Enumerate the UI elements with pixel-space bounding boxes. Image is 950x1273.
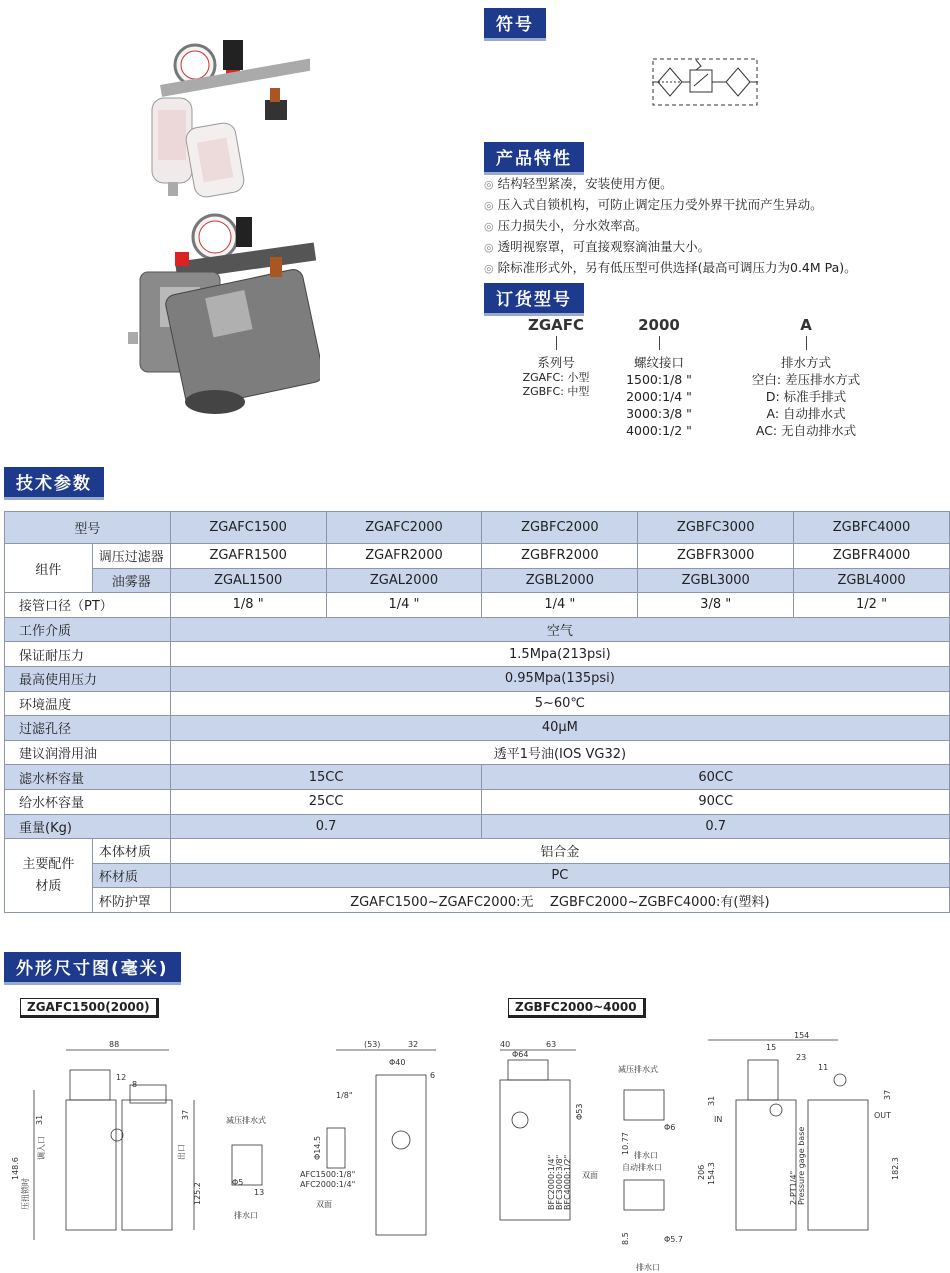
dim-label: Pressure gage base — [797, 1126, 806, 1205]
order-series: ZGAFC 系列号 ZGAFC: 小型 ZGBFC: 中型 — [522, 316, 590, 398]
dim-label: 8.5 — [621, 1232, 630, 1245]
table-row — [5, 666, 950, 691]
table-row — [5, 593, 950, 618]
table-cell: 杯材质 — [92, 863, 170, 888]
table-row — [5, 765, 950, 790]
dim-label: 排水口 — [234, 1211, 258, 1220]
table-row — [5, 568, 950, 593]
circle-bullet-icon: ◎ — [484, 220, 494, 233]
dim-label: 31 — [707, 1095, 716, 1106]
table-row — [5, 617, 950, 642]
dim-label: Φ40 — [389, 1058, 406, 1067]
dim-label: 15 — [766, 1043, 777, 1052]
table-row — [5, 544, 950, 569]
table-row — [5, 691, 950, 716]
spec-table — [4, 511, 950, 913]
table-cell: 1/8 " — [170, 593, 326, 618]
table-cell: ZGBFR4000 — [794, 544, 950, 569]
circle-bullet-icon: ◎ — [484, 262, 494, 275]
dim-label: Φ5 — [232, 1178, 244, 1187]
table-cell: 铝合金 — [170, 839, 949, 864]
dim-label: 2-PT1/4" — [789, 1170, 798, 1205]
table-cell: 0.95Mpa(135psi) — [170, 666, 949, 691]
dim-label: AFC1500:1/8" — [300, 1170, 356, 1179]
dim-label: BFC2000:1/4" — [547, 1154, 556, 1210]
table-row — [5, 863, 950, 888]
dim-label: 37 — [181, 1109, 190, 1120]
feature-item: ◎ 结构轻型紧凑，安装使用方便。 — [484, 176, 673, 191]
table-cell: 90CC — [482, 789, 950, 814]
pneumatic-symbol-icon — [652, 58, 758, 106]
dim-label: 自动排水口 — [622, 1163, 662, 1172]
dim-label: 压扭锁时 — [21, 1178, 30, 1210]
table-cell: ZGBFR3000 — [638, 544, 794, 569]
table-cell: ZGBL3000 — [638, 568, 794, 593]
table-cell: 建议润滑用油 — [5, 740, 171, 765]
table-cell: 15CC — [170, 765, 482, 790]
section-title-symbol: 符号 — [484, 8, 546, 41]
dim-label: IN — [714, 1115, 723, 1124]
dim-label: 23 — [796, 1053, 807, 1062]
dimension-drawing-a — [4, 1030, 474, 1273]
dim-label: 37 — [883, 1089, 892, 1100]
table-cell: 保证耐压力 — [5, 642, 171, 667]
dim-label: Φ64 — [512, 1050, 529, 1059]
dim-label: 6 — [430, 1071, 436, 1080]
dim-label: 31 — [35, 1114, 44, 1125]
dim-label: 排水口 — [634, 1151, 658, 1160]
table-cell: 最高使用压力 — [5, 666, 171, 691]
dim-label: 1/8" — [336, 1091, 353, 1100]
feature-item: ◎ 压入式自锁机构，可防止调定压力受外界干扰而产生异动。 — [484, 197, 823, 212]
feature-item: ◎ 除标准形式外，另有低压型可供选择(最高可调压力为0.4M Pa)。 — [484, 260, 857, 275]
order-drain: A 排水方式 空白: 差压排水方式 D: 标准手排式 A: 自动排水式 AC: 无自动排水式 — [751, 316, 861, 438]
table-cell: 调压过滤器 — [92, 544, 170, 569]
table-cell: ZGAFR2000 — [326, 544, 482, 569]
dim-label: BFC4000:1/2" — [563, 1154, 572, 1210]
dim-label: Φ5.7 — [664, 1235, 684, 1244]
circle-bullet-icon: ◎ — [484, 241, 494, 254]
dim-label: 减压排水式 — [618, 1065, 658, 1074]
circle-bullet-icon: ◎ — [484, 178, 494, 191]
table-cell: 重量(Kg) — [5, 814, 171, 839]
dim-label: 双面 — [582, 1171, 598, 1180]
table-cell: 组件 — [5, 544, 93, 593]
table-header-cell: ZGAFC1500 — [170, 512, 326, 544]
drawing-tag-a: ZGAFC1500(2000) — [20, 998, 159, 1018]
table-cell: 40μM — [170, 716, 949, 741]
table-cell: 工作介质 — [5, 617, 171, 642]
table-row — [5, 839, 950, 864]
table-cell: ZGAFC1500~ZGAFC2000:无 ZGBFC2000~ZGBFC4000:有(塑料) — [170, 888, 949, 913]
section-title-features: 产品特性 — [484, 142, 584, 175]
order-thread: 2000 螺纹接口 1500:1/8 " 2000:1/4 " 3000:3/8 " 4000:1/2 " — [626, 316, 692, 438]
table-row — [5, 789, 950, 814]
table-cell: ZGBFR2000 — [482, 544, 638, 569]
dim-label: 出口 — [177, 1144, 186, 1160]
table-cell: 透平1号油(IOS VG32) — [170, 740, 949, 765]
dim-label: Φ53 — [575, 1103, 584, 1120]
feature-list — [484, 174, 857, 279]
table-cell: ZGAFR1500 — [170, 544, 326, 569]
table-cell: 滤水杯容量 — [5, 765, 171, 790]
dim-label: 10.77 — [621, 1132, 630, 1155]
dimension-drawing-b — [478, 1030, 950, 1273]
product-photo-medium — [120, 212, 320, 427]
section-title-specs: 技术参数 — [4, 467, 104, 500]
table-cell: 接管口径（PT） — [5, 593, 171, 618]
dim-label: 双面 — [316, 1200, 332, 1209]
table-cell: 0.7 — [170, 814, 482, 839]
dim-label: 125.2 — [193, 1182, 202, 1205]
table-cell: 环境温度 — [5, 691, 171, 716]
dim-label: 88 — [109, 1040, 120, 1049]
table-cell: 油雾器 — [92, 568, 170, 593]
table-cell: 过滤孔径 — [5, 716, 171, 741]
circle-bullet-icon: ◎ — [484, 199, 494, 212]
table-cell: 25CC — [170, 789, 482, 814]
table-cell: 5~60℃ — [170, 691, 949, 716]
dim-label: 148.6 — [11, 1157, 20, 1180]
table-cell: 3/8 " — [638, 593, 794, 618]
dim-label: 154.3 — [707, 1162, 716, 1185]
table-cell: 0.7 — [482, 814, 950, 839]
table-row — [5, 740, 950, 765]
drawing-tag-b: ZGBFC2000~4000 — [508, 998, 646, 1018]
dim-label: BFC3000:3/8" — [555, 1154, 564, 1210]
table-row — [5, 642, 950, 667]
table-cell: 主要配件 材质 — [5, 839, 93, 913]
table-cell: 1/4 " — [326, 593, 482, 618]
dim-label: 8 — [132, 1080, 138, 1089]
table-row — [5, 512, 950, 544]
dim-label: 12 — [116, 1073, 127, 1082]
dim-label: Φ6 — [664, 1123, 676, 1132]
dim-label: 40 — [500, 1040, 511, 1049]
table-cell: 1/2 " — [794, 593, 950, 618]
table-cell: 杯防护罩 — [92, 888, 170, 913]
feature-item: ◎ 压力损失小，分水效率高。 — [484, 218, 648, 233]
table-cell: ZGAL2000 — [326, 568, 482, 593]
section-title-dimensions: 外形尺寸图(毫米) — [4, 952, 181, 985]
dim-label: 11 — [818, 1063, 829, 1072]
table-cell: 本体材质 — [92, 839, 170, 864]
dim-label: 154 — [794, 1031, 810, 1040]
table-header-cell: ZGBFC2000 — [482, 512, 638, 544]
dim-label: 32 — [408, 1040, 419, 1049]
dim-label: 63 — [546, 1040, 557, 1049]
dim-label: (53) — [364, 1040, 381, 1049]
table-cell: 60CC — [482, 765, 950, 790]
table-cell: 空气 — [170, 617, 949, 642]
dim-label: 排水口 — [636, 1263, 660, 1272]
table-cell: ZGAL1500 — [170, 568, 326, 593]
dim-label: 调入口 — [37, 1136, 46, 1160]
table-header-cell: ZGBFC3000 — [638, 512, 794, 544]
table-cell: 1.5Mpa(213psi) — [170, 642, 949, 667]
table-header-cell: ZGAFC2000 — [326, 512, 482, 544]
product-photo-small — [120, 30, 310, 200]
dim-label: OUT — [874, 1111, 892, 1120]
dim-label: 减压排水式 — [226, 1116, 266, 1125]
table-cell: 1/4 " — [482, 593, 638, 618]
section-title-ordering: 订货型号 — [484, 283, 584, 316]
dim-label: AFC2000:1/4" — [300, 1180, 356, 1189]
table-header-cell: 型号 — [5, 512, 171, 544]
table-row — [5, 814, 950, 839]
table-cell: ZGBL2000 — [482, 568, 638, 593]
table-cell: PC — [170, 863, 949, 888]
table-cell: 给水杯容量 — [5, 789, 171, 814]
table-row — [5, 716, 950, 741]
feature-item: ◎ 透明视察罩，可直接观察滴油量大小。 — [484, 239, 711, 254]
dim-label: 206 — [697, 1164, 706, 1180]
table-cell: ZGBL4000 — [794, 568, 950, 593]
table-header-cell: ZGBFC4000 — [794, 512, 950, 544]
dim-label: 182.3 — [891, 1157, 900, 1180]
table-row — [5, 888, 950, 913]
dim-label: Φ14.5 — [313, 1135, 322, 1160]
dim-label: 13 — [254, 1188, 265, 1197]
